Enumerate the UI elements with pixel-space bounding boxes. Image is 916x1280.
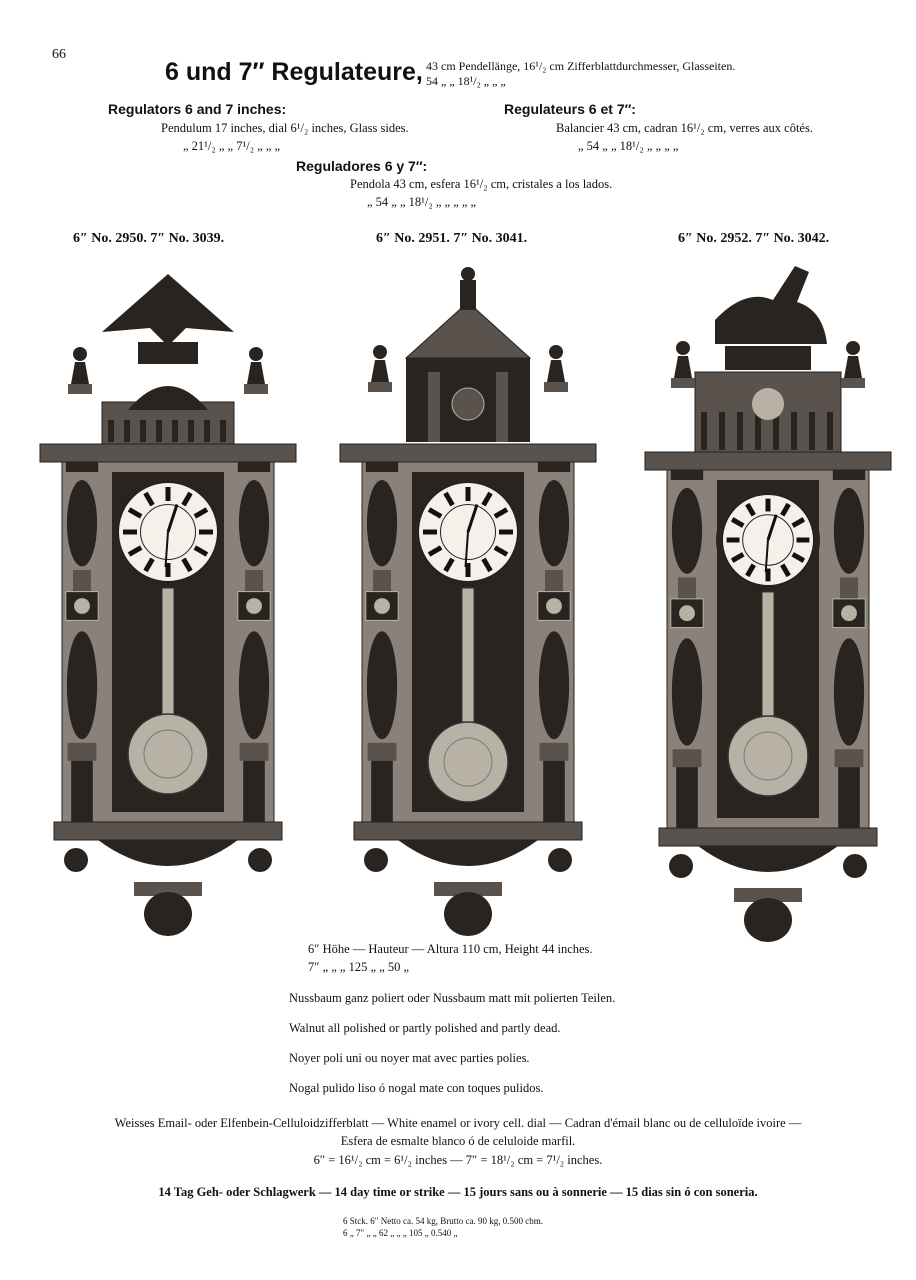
dial-numeral-mark (499, 530, 513, 535)
dial-numeral-mark (166, 487, 171, 501)
finish-french: Noyer poli uni ou noyer mat avec parties polies. (289, 1051, 530, 1065)
column-upper-bulb (539, 480, 569, 566)
dial-line-2: Esfera de esmalte blanco ó de celuloide marfil. (340, 1134, 576, 1148)
dial-numeral-mark (727, 538, 740, 543)
column-base (71, 761, 93, 822)
cornice (40, 444, 296, 462)
base-drop-right (548, 848, 572, 872)
column-ring (835, 749, 864, 767)
finish-spanish: Nogal pulido liso ó nogal mate con toques pulidos. (289, 1081, 544, 1095)
gallery-baluster (140, 420, 146, 442)
column-upper-bulb (672, 488, 702, 574)
column-neck (678, 577, 696, 598)
column-lower-bulb (239, 631, 269, 739)
base-finial (144, 892, 192, 936)
column-upper-bulb (834, 488, 864, 574)
page-title: 6 und 7″ Regulateure, (165, 58, 423, 86)
finial-plinth (368, 382, 392, 392)
gallery-baluster (172, 420, 178, 442)
base-moulding (354, 822, 582, 840)
finial-urn (71, 362, 89, 384)
clock-illustration-2952 (645, 248, 891, 938)
column-lower-bulb (672, 638, 702, 745)
english-line-1: Pendulum 17 inches, dial 6¹/₂ inches, Glass sides. (161, 121, 409, 135)
finial-ball (676, 341, 690, 355)
column-upper-bulb (239, 480, 269, 566)
dial-numeral-mark (797, 538, 810, 543)
gallery-baluster (719, 412, 725, 450)
gallery-baluster (204, 420, 210, 442)
finial-urn (547, 360, 565, 382)
column-cap (538, 462, 570, 472)
pediment-finial-stem (460, 280, 476, 310)
title-spec-line-2: 54 „ „ 18¹/₂ „ „ „ (426, 74, 506, 88)
column-cap (833, 470, 865, 480)
finial-ball (73, 347, 87, 361)
model-label-left: 6″ No. 2950. 7″ No. 3039. (73, 231, 225, 246)
pendulum-bob (428, 722, 508, 802)
column-neck (373, 570, 391, 592)
column-ring (368, 743, 397, 761)
column-upper-bulb (67, 480, 97, 566)
base-moulding (659, 828, 877, 846)
base-drop-right (248, 848, 272, 872)
cornice (645, 452, 891, 470)
column-ring (240, 743, 269, 761)
model-label-right: 6″ No. 2952. 7″ No. 3042. (678, 231, 830, 246)
base-apron (698, 846, 838, 872)
base-drop-left (669, 854, 693, 878)
finial-plinth (841, 378, 865, 388)
finish-english: Walnut all polished or partly polished and partly dead. (289, 1021, 561, 1035)
column-base (676, 767, 698, 828)
shell-carving (128, 386, 208, 410)
horse-crest-icon (715, 266, 827, 344)
movement-line: 14 Tag Geh- oder Schlagwerk — 14 day time or strike — 15 jours sans ou à sonnerie — 15 dias sin ó con soneria. (158, 1185, 758, 1199)
spanish-line-2: „ 54 „ „ 18¹/₂ „ „ „ „ „ (367, 195, 477, 209)
column-lower-bulb (834, 638, 864, 745)
column-cap (66, 462, 98, 472)
gallery-baluster (791, 412, 797, 450)
finial-plinth (244, 384, 268, 394)
packing-line-2: 6 „ 7″ „ „ 62 „ „ „ 105 „ 0.540 „ (343, 1228, 458, 1238)
base-drop-left (64, 848, 88, 872)
column-cap (671, 470, 703, 480)
title-spec-line-1: 43 cm Pendellänge, 16¹/₂ cm Zifferblattdurchmesser, Glasseiten. (426, 59, 736, 73)
pendulum-rod (162, 588, 174, 714)
height-line-6in: 6″ Höhe — Hauteur — Altura 110 cm, Height 44 inches. (308, 942, 593, 956)
rosette-carving (452, 388, 484, 420)
finial-plinth (544, 382, 568, 392)
french-line-1: Balancier 43 cm, cadran 16¹/₂ cm, verres aux côtés. (556, 121, 813, 135)
finial-urn (247, 362, 265, 384)
finial-ball (373, 345, 387, 359)
gallery-baluster (737, 412, 743, 450)
gallery-baluster (701, 412, 707, 450)
finial-urn (674, 356, 692, 378)
french-line-2: „ 54 „ „ 18¹/₂ „ „ „ „ (578, 139, 679, 153)
column-base (243, 761, 265, 822)
finish-german: Nussbaum ganz poliert oder Nussbaum matt mit polierten Teilen. (289, 991, 616, 1005)
column-neck (73, 570, 91, 592)
lion-head-icon (841, 605, 857, 621)
dial-numeral-mark (123, 530, 137, 535)
finial-plinth (671, 378, 695, 388)
pendulum-bob (728, 716, 808, 796)
finial-ball (549, 345, 563, 359)
finial-plinth (68, 384, 92, 394)
dial-line-1: Weisses Email- oder Elfenbein-Celluloidzifferblatt — White enamel or ivory cell. dial — Cadran d'émail blanc ou de celluloïde ivoire — (114, 1116, 802, 1130)
base-apron (398, 840, 538, 866)
clock-illustration-2950 (40, 262, 296, 922)
gallery-baluster (220, 420, 226, 442)
page-number: 66 (52, 47, 66, 62)
crest-plinth (725, 346, 811, 370)
column-neck (245, 570, 263, 592)
column-neck (545, 570, 563, 592)
height-line-7in: 7″ „ „ „ 125 „ „ 50 „ (308, 960, 409, 974)
column-base (543, 761, 565, 822)
dial-numeral-mark (199, 530, 213, 535)
pediment-finial-icon (461, 267, 475, 281)
lion-head-icon (546, 598, 562, 614)
dial-numeral-mark (766, 499, 771, 512)
column-ring (540, 743, 569, 761)
clock-illustration-2951 (340, 262, 596, 932)
column-base (838, 767, 860, 828)
column-base (371, 761, 393, 822)
english-heading: Regulators 6 and 7 inches: (108, 101, 287, 117)
french-heading: Regulateurs 6 et 7″: (504, 101, 636, 117)
gallery-baluster (827, 412, 833, 450)
gallery-baluster (156, 420, 162, 442)
pediment-pillar-left (428, 372, 440, 442)
finial-ball (846, 341, 860, 355)
pediment-pillar-right (496, 372, 508, 442)
lion-head-icon (679, 605, 695, 621)
column-cap (238, 462, 270, 472)
base-apron (98, 840, 238, 866)
spanish-line-1: Pendola 43 cm, esfera 16¹/₂ cm, cristales a los lados. (350, 177, 613, 191)
spanish-heading: Reguladores 6 y 7″: (296, 158, 428, 174)
pediment (406, 302, 530, 358)
dial-sizes: 6″ = 16¹/₂ cm = 6¹/₂ inches — 7″ = 18¹/₂ cm = 7¹/₂ inches. (313, 1153, 603, 1167)
column-ring (673, 749, 702, 767)
column-lower-bulb (539, 631, 569, 739)
column-cap (366, 462, 398, 472)
model-label-center: 6″ No. 2951. 7″ No. 3041. (376, 231, 528, 246)
base-moulding (54, 822, 282, 840)
finial-urn (844, 356, 862, 378)
gallery-baluster (108, 420, 114, 442)
gallery-baluster (809, 412, 815, 450)
base-drop-left (364, 848, 388, 872)
column-lower-bulb (67, 631, 97, 739)
finial-ball (249, 347, 263, 361)
pendulum-rod (462, 588, 474, 722)
lion-head-icon (752, 388, 784, 420)
lion-head-icon (74, 598, 90, 614)
lion-head-icon (374, 598, 390, 614)
gallery-baluster (188, 420, 194, 442)
column-upper-bulb (367, 480, 397, 566)
packing-line-1: 6 Stck. 6″ Netto ca. 54 kg, Brutto ca. 90 kg, 0.500 cbm. (343, 1216, 543, 1226)
column-ring (68, 743, 97, 761)
cornice (340, 444, 596, 462)
pendulum-bob (128, 714, 208, 794)
dial-numeral-mark (466, 487, 471, 501)
lion-head-icon (246, 598, 262, 614)
base-drop-right (843, 854, 867, 878)
column-neck (840, 577, 858, 598)
english-line-2: „ 21¹/₂ „ „ 7¹/₂ „ „ „ (183, 139, 281, 153)
eagle-crest-icon (102, 274, 234, 346)
column-lower-bulb (367, 631, 397, 739)
pendulum-rod (762, 592, 774, 716)
dial-numeral-mark (423, 530, 437, 535)
gallery-baluster (124, 420, 130, 442)
base-finial (744, 898, 792, 942)
base-finial (444, 892, 492, 936)
finial-urn (371, 360, 389, 382)
